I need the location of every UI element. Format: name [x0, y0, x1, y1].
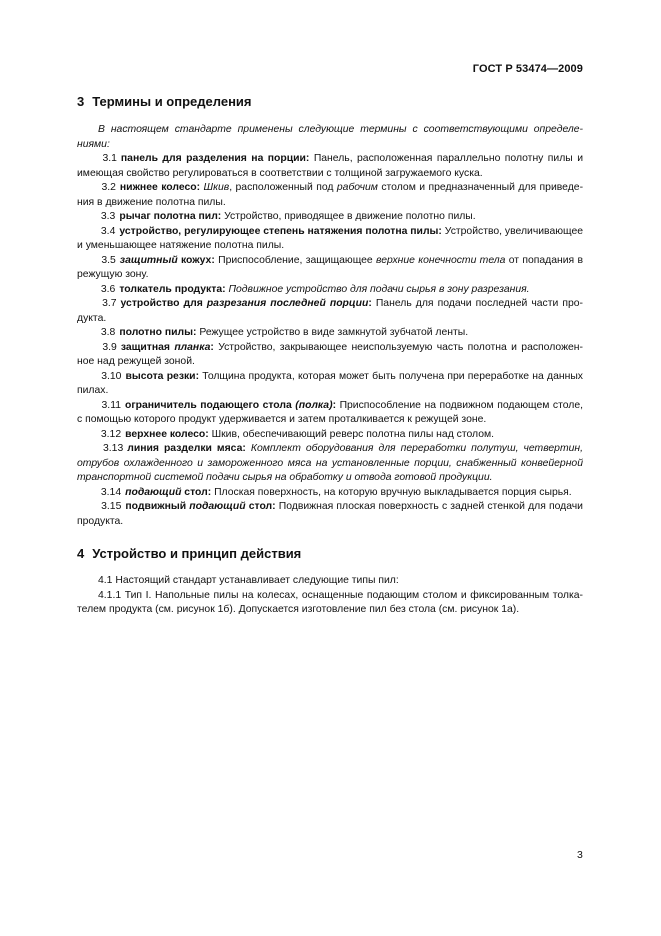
term-name: стол: — [245, 501, 276, 512]
term-definition: Устройство, приводящее в движение полотно пилы. — [224, 211, 476, 222]
page-number: 3 — [577, 849, 583, 861]
term-definition: Комплект оборудования для переработки полутуш, четвертин, отрубов охлажденного и замороженного мяса на установленные порции, снабженный конвейерной — [77, 443, 583, 469]
term-name: : — [210, 341, 214, 353]
term-definition: Панель, расположенная параллельно полотну пилы и имеющая свойство регулироваться в соответствии с толщиной загружаемого куска. — [77, 153, 583, 179]
section-3-body — [77, 123, 583, 529]
section-4-body — [77, 574, 583, 618]
section-title: Устройство и принцип действия — [92, 546, 302, 561]
section-number: 4 — [77, 546, 85, 561]
term-number: 3.13 — [103, 443, 124, 454]
term-definition: Подвижная плоская поверхность с задней стенкой для подачи продукта. — [77, 501, 583, 527]
term-number: 3.4 — [100, 225, 116, 237]
term-name: стол: — [181, 486, 212, 498]
term-name: устройство для — [120, 298, 207, 309]
term-name: толкатель продукта: — [119, 283, 226, 295]
term-name: рычаг полотна пил: — [119, 211, 222, 222]
term-name: нижнее колесо: — [119, 182, 201, 193]
term-definition: Панель для подачи последней части продукта. — [77, 298, 583, 324]
term-name: верхнее колесо: — [125, 428, 209, 440]
term-number: 3.9 — [102, 341, 117, 353]
term-definition: Приспособление, защищающее — [218, 254, 377, 266]
term-entry — [77, 341, 583, 370]
term-entry — [77, 283, 583, 298]
term-entry — [77, 181, 583, 210]
term-entry — [77, 370, 583, 399]
term-number: 3.1 — [102, 153, 117, 164]
term-name: панель для разделения на порции: — [120, 153, 310, 164]
term-number: 3.11 — [101, 399, 121, 411]
term-definition: Режущее устройство в виде замкнутой зубчатой ленты. — [199, 327, 469, 338]
term-name: полотно пилы: — [119, 327, 197, 338]
term-definition: , расположенный под — [229, 182, 337, 193]
term-number: 3.7 — [102, 298, 117, 309]
term-name: высота резки: — [125, 370, 200, 382]
term-number: 3.10 — [101, 370, 122, 382]
term-name: кожух: — [177, 254, 215, 266]
term-number: 3.15 — [101, 501, 122, 512]
term-entry — [77, 152, 583, 181]
term-definition: Устройство, закрывающее неиспользуемую часть полотна и расположенное над режущей зоной. — [77, 341, 584, 367]
term-definition: транспортной системой подачи сырья на обработку и отвода готовой продукции. — [77, 472, 493, 483]
term-entry — [77, 500, 583, 529]
term-definition: Толщина продукта, которая может быть получена при переработке на данных пилах. — [77, 370, 583, 396]
term-entry — [77, 428, 583, 443]
term-definition: Устройство, увеличивающее и уменьшающее натяжение полотна пилы. — [77, 225, 584, 251]
term-entry — [77, 399, 583, 428]
term-name: планка — [174, 341, 211, 353]
term-definition: верхние конечности тела — [376, 254, 506, 266]
term-name: подающий — [125, 486, 182, 498]
paragraph: 4.1.1 Тип I. Напольные пилы на колесах, оснащенные подающим столом и фиксированным толкателем продукта (см. рисунок 1б). Допускается изготовление пил без стола (см. рисунок 1а). — [77, 589, 583, 615]
section-3-heading — [77, 94, 252, 109]
section-intro: В настоящем стандарте применены следующие термины с соответствующими определениями: — [77, 124, 583, 150]
term-number: 3.3 — [100, 211, 116, 222]
term-number: 3.6 — [100, 283, 116, 295]
term-name: устройство, регулирующее степень натяжения полотна пилы: — [119, 225, 442, 237]
term-name: защитная — [120, 341, 175, 353]
term-entry — [77, 486, 583, 501]
section-title: Термины и определения — [92, 94, 252, 109]
term-definition: столом и предназначенный для приведения в движение полотна пилы. — [77, 182, 584, 208]
section-4-heading — [77, 546, 301, 561]
term-name: (полка) — [295, 399, 333, 411]
term-number: 3.5 — [101, 254, 116, 266]
term-entry — [77, 326, 583, 341]
standard-code: ГОСТ Р 53474—2009 — [472, 63, 583, 75]
term-entry — [77, 225, 583, 254]
term-name: подвижный — [125, 501, 190, 512]
term-name: защитный — [119, 254, 178, 266]
term-name: разрезания последней порции — [206, 298, 369, 309]
term-name: линия разделки мяса: — [127, 443, 246, 454]
term-name: : — [332, 399, 337, 411]
paragraph: 4.1 Настоящий стандарт устанавливает следующие типы пил: — [98, 575, 399, 586]
term-name: : — [368, 298, 372, 309]
term-entry — [77, 442, 583, 486]
term-definition: Шкив, обеспечивающий реверс полотна пилы над столом. — [211, 428, 495, 440]
term-entry — [77, 297, 583, 326]
term-number: 3.14 — [100, 486, 122, 498]
term-entry — [77, 254, 583, 283]
term-name: подающий — [189, 501, 246, 512]
term-definition: от попадания в режущую зону. — [77, 254, 584, 280]
section-number: 3 — [77, 94, 85, 109]
term-definition: Плоская поверхность, на которую вручную выкладывается порция сырья. — [214, 486, 572, 498]
term-definition: рабочим — [336, 182, 378, 193]
term-number: 3.8 — [100, 327, 116, 338]
term-definition: Подвижное устройство для подачи сырья в зону разрезания. — [228, 283, 530, 295]
term-number: 3.2 — [101, 182, 116, 193]
term-entry — [77, 210, 583, 225]
term-number: 3.12 — [100, 428, 122, 440]
term-definition: Приспособление на подвижном подающем столе, с помощью которого продукт удерживается и затем проталкивается к режущей зоне. — [77, 399, 584, 425]
term-definition: Шкив — [203, 182, 230, 193]
term-name: ограничитель подающего стола — [124, 399, 296, 411]
